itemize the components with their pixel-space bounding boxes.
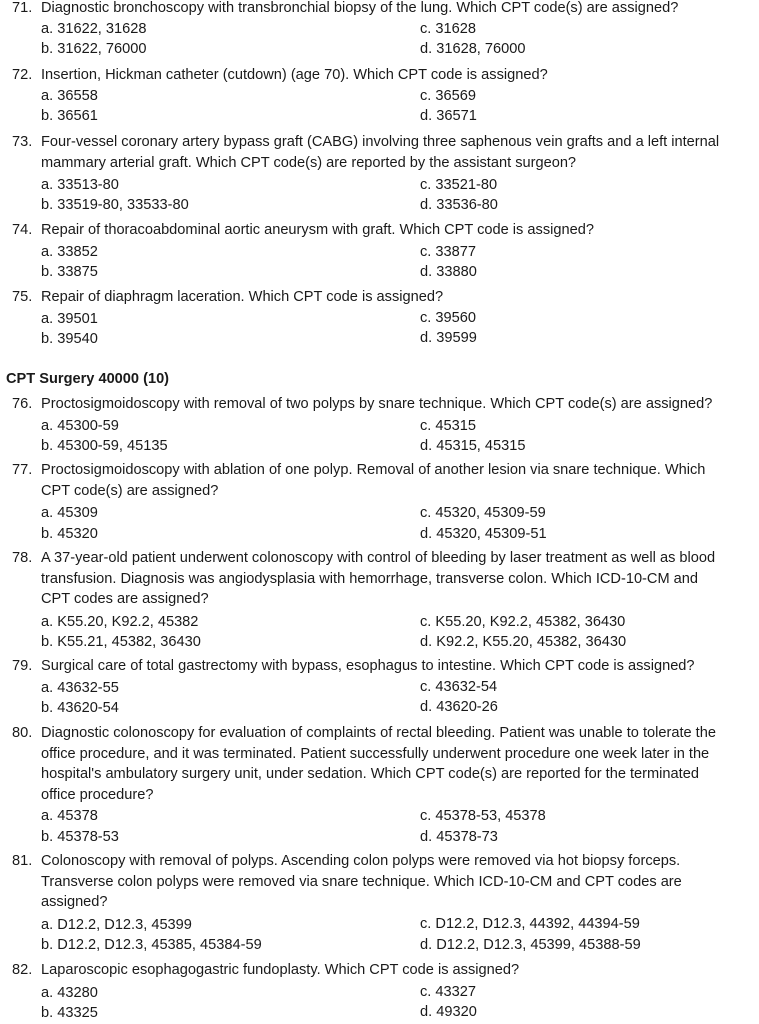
option-d: d. 45315, 45315 bbox=[420, 437, 526, 454]
question-number: 77. bbox=[12, 462, 33, 478]
option-a: a. 33852 bbox=[41, 243, 98, 260]
option-a: a. K55.20, K92.2, 45382 bbox=[41, 613, 199, 630]
section-title: CPT Surgery 40000 (10) bbox=[6, 371, 170, 387]
option-d: d. 39599 bbox=[420, 329, 477, 346]
question-number: 78. bbox=[12, 550, 33, 566]
option-a: a. 39501 bbox=[41, 310, 98, 327]
question-79 bbox=[0, 656, 759, 716]
question-text-cont: transfusion. Diagnosis was angiodysplasia with hemorrhage, transverse colon. Which ICD-10-CM and bbox=[41, 570, 699, 587]
option-a: a. 36558 bbox=[41, 87, 98, 104]
question-text: 78. A 37-year-old patient underwent colonoscopy with control of bleeding by laser treatment as well as blood bbox=[0, 548, 759, 569]
question-text: 80. Diagnostic colonoscopy for evaluation of complaints of rectal bleeding. Patient was unable to tolerate the bbox=[0, 723, 759, 744]
question-text: 75. Repair of diaphragm laceration. Which CPT code is assigned? bbox=[0, 287, 759, 308]
question-text: 82. Laparoscopic esophagogastric fundoplasty. Which CPT code is assigned? bbox=[0, 960, 759, 981]
option-d: d. 45378-73 bbox=[420, 829, 498, 846]
question-text-cont: mammary arterial graft. Which CPT code(s) are reported by the assistant surgeon? bbox=[41, 154, 577, 171]
question-text-cont: office procedure? bbox=[41, 786, 154, 803]
option-b: b. 31622, 76000 bbox=[41, 40, 147, 57]
option-b: b. 45300-59, 45135 bbox=[41, 437, 168, 454]
option-c: c. K55.20, K92.2, 45382, 36430 bbox=[420, 613, 626, 630]
option-b: b. 39540 bbox=[41, 330, 98, 347]
question-text: 72. Insertion, Hickman catheter (cutdown) (age 70). Which CPT code is assigned? bbox=[0, 65, 759, 86]
option-a: a. D12.2, D12.3, 45399 bbox=[41, 916, 192, 933]
option-d: d. 33880 bbox=[420, 263, 477, 280]
option-c: c. 36569 bbox=[420, 87, 476, 104]
question-82 bbox=[0, 960, 759, 1021]
question-text-cont: CPT codes are assigned? bbox=[41, 591, 209, 608]
question-77 bbox=[0, 460, 759, 543]
option-c: c. 45378-53, 45378 bbox=[420, 808, 546, 825]
option-c: c. 31628 bbox=[420, 20, 476, 37]
question-80 bbox=[0, 723, 759, 846]
option-d: d. 33536-80 bbox=[420, 197, 498, 214]
question-text: 79. Surgical care of total gastrectomy with bypass, esophagus to intestine. Which CPT code is assigned? bbox=[0, 656, 759, 677]
option-d: d. 45320, 45309-51 bbox=[420, 526, 547, 543]
question-number: 80. bbox=[12, 725, 33, 741]
question-text: 73. Four-vessel coronary artery bypass graft (CABG) involving three saphenous vein grafts and a left internal bbox=[0, 132, 759, 153]
question-text: 74. Repair of thoracoabdominal aortic aneurysm with graft. Which CPT code is assigned? bbox=[0, 220, 759, 241]
option-c: c. D12.2, D12.3, 44392, 44394-59 bbox=[420, 915, 640, 932]
question-81 bbox=[0, 851, 759, 953]
option-b: b. 45320 bbox=[41, 526, 98, 543]
question-text: 71. Diagnostic bronchoscopy with transbronchial biopsy of the lung. Which CPT code(s) are assigned? bbox=[0, 0, 759, 19]
question-number: 74. bbox=[12, 222, 33, 238]
option-a: a. 45378 bbox=[41, 808, 98, 825]
option-d: d. D12.2, D12.3, 45399, 45388-59 bbox=[420, 936, 641, 953]
option-a: a. 31622, 31628 bbox=[41, 20, 147, 37]
option-c: c. 39560 bbox=[420, 309, 476, 326]
option-a: a. 45309 bbox=[41, 505, 98, 522]
option-c: c. 45320, 45309-59 bbox=[420, 505, 546, 522]
question-76 bbox=[0, 394, 759, 454]
question-78 bbox=[0, 548, 759, 650]
option-b: b. K55.21, 45382, 36430 bbox=[41, 633, 201, 650]
option-b: b. 36561 bbox=[41, 107, 98, 124]
question-number: 79. bbox=[12, 658, 33, 674]
option-b: b. 43325 bbox=[41, 1004, 98, 1021]
question-number: 71. bbox=[12, 0, 33, 16]
question-text-cont: Transverse colon polyps were removed via snare technique. Which ICD-10-CM and CPT codes are bbox=[41, 873, 682, 890]
option-c: c. 43327 bbox=[420, 983, 476, 1000]
question-number: 75. bbox=[12, 289, 33, 305]
question-text: 76. Proctosigmoidoscopy with removal of two polyps by snare technique. Which CPT code(s) are assigned? bbox=[0, 394, 759, 415]
option-d: d. 31628, 76000 bbox=[420, 40, 526, 57]
option-a: a. 33513-80 bbox=[41, 177, 119, 194]
question-number: 82. bbox=[12, 962, 33, 978]
option-a: a. 45300-59 bbox=[41, 417, 119, 434]
question-text: 81. Colonoscopy with removal of polyps. Ascending colon polyps were removed via hot biopsy forceps. bbox=[0, 851, 759, 872]
option-b: b. 43620-54 bbox=[41, 699, 119, 716]
question-73 bbox=[0, 132, 759, 214]
question-number: 72. bbox=[12, 67, 33, 83]
question-number: 73. bbox=[12, 134, 33, 150]
option-d: d. 49320 bbox=[420, 1003, 477, 1020]
option-b: b. 45378-53 bbox=[41, 829, 119, 846]
question-71 bbox=[0, 0, 759, 57]
question-75 bbox=[0, 287, 759, 347]
option-c: c. 45315 bbox=[420, 417, 476, 434]
option-b: b. D12.2, D12.3, 45385, 45384-59 bbox=[41, 936, 262, 953]
option-a: a. 43280 bbox=[41, 984, 98, 1001]
question-74 bbox=[0, 220, 759, 280]
question-72 bbox=[0, 65, 759, 124]
question-text-cont: office procedure, and it was terminated. Patient successfully underwent procedure one week later in the bbox=[41, 745, 710, 762]
option-d: d. 43620-26 bbox=[420, 698, 498, 715]
option-c: c. 43632-54 bbox=[420, 678, 498, 695]
question-number: 76. bbox=[12, 396, 33, 412]
question-number: 81. bbox=[12, 853, 33, 869]
option-b: b. 33519-80, 33533-80 bbox=[41, 197, 189, 214]
question-text-cont: hospital's ambulatory surgery unit, under sedation. Which CPT code(s) are reported for the terminated bbox=[41, 766, 699, 783]
option-c: c. 33877 bbox=[420, 243, 476, 260]
option-b: b. 33875 bbox=[41, 263, 98, 280]
option-d: d. 36571 bbox=[420, 107, 477, 124]
option-c: c. 33521-80 bbox=[420, 177, 498, 194]
question-text-cont: CPT code(s) are assigned? bbox=[41, 482, 219, 499]
option-d: d. K92.2, K55.20, 45382, 36430 bbox=[420, 633, 627, 650]
question-text: 77. Proctosigmoidoscopy with ablation of one polyp. Removal of another lesion via snare technique. Which bbox=[0, 460, 759, 481]
question-text-cont: assigned? bbox=[41, 894, 108, 911]
option-a: a. 43632-55 bbox=[41, 679, 119, 696]
